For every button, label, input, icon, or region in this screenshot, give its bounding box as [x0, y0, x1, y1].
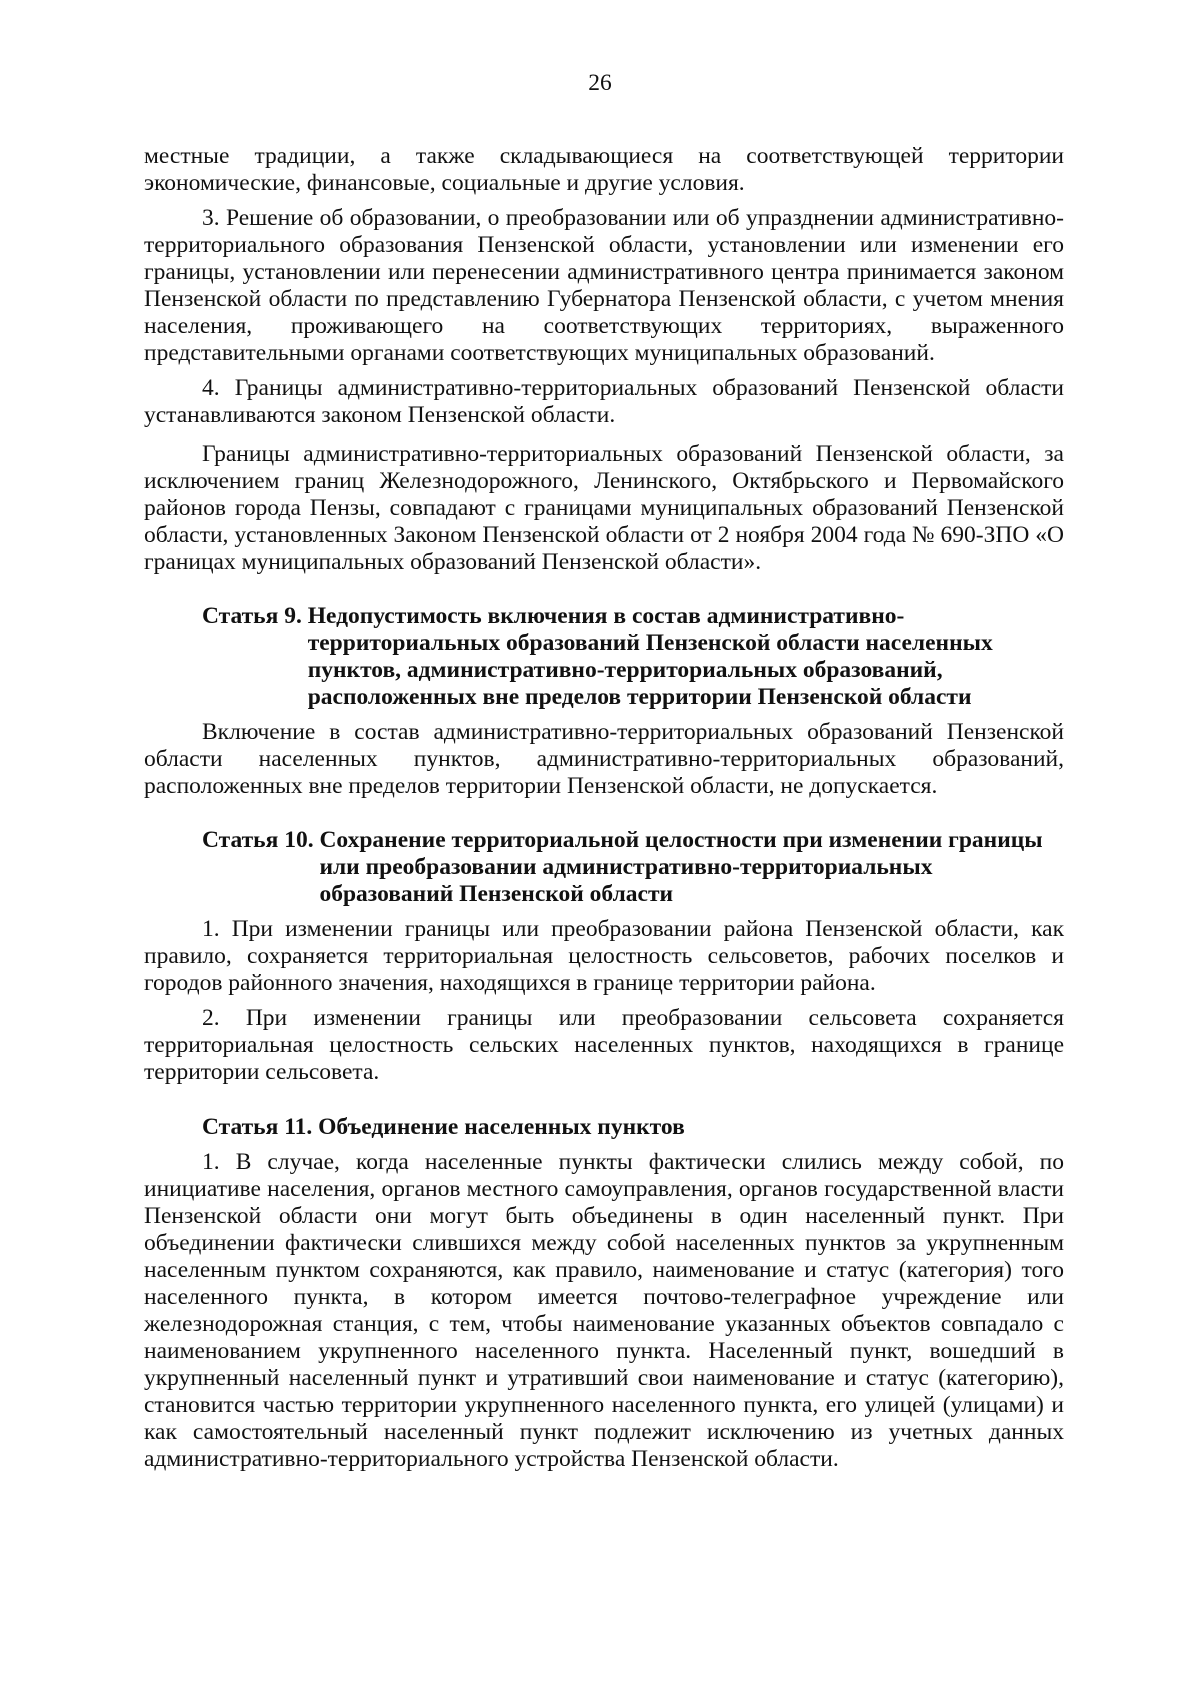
article-9-heading: [202, 603, 1064, 711]
paragraph-item-4: 4. Границы административно-территориальных образований Пензенской области устанавливаются законом Пензенской области.: [144, 375, 1064, 428]
article-11-paragraph-1: 1. В случае, когда населенные пункты фактически слились между собой, по инициативе населения, органов местного самоуправления, органов государственной власти Пензенской области они могут быть объединены в один населенный пункт. При объединении фактически слившихся между собой населенных пунктов за укрупненным населенным пунктом сохраняются, как правило, наименование и статус (категория) того населенного пункта, в котором имеется почтово-телеграфное учреждение или железнодорожная станция, с тем, чтобы наименование указанных объектов совпадало с наименованием укрупненного населенного пункта. Населенный пункт, вошедший в укрупненный населенный пункт и утративший свои наименование и статус (категорию), становится частью территории укрупненного населенного пункта, его улицей (улицами) и как самостоятельный населенный пункт подлежит исключению из учетных данных административно-территориального устройства Пензенской области.: [144, 1149, 1064, 1472]
article-10-paragraph-2: 2. При изменении границы или преобразовании сельсовета сохраняется территориальная целостность сельских населенных пунктов, находящихся в границе территории сельсовета.: [144, 1005, 1064, 1085]
article-11-title: Объединение населенных пунктов: [318, 1114, 685, 1140]
article-9-label: Статья 9.: [202, 603, 308, 629]
article-10-heading: [202, 827, 1064, 908]
article-11-label: Статья 11.: [202, 1114, 319, 1140]
article-9-title: Недопустимость включения в состав административно-территориальных образований Пензенской области населенных пунктов, административно-территориальных образований, расположенных вне пределов территории Пензенской области: [307, 603, 993, 710]
article-10-label: Статья 10.: [202, 827, 320, 853]
article-11-heading: [202, 1114, 1064, 1141]
paragraph-continuation: местные традиции, а также складывающиеся на соответствующей территории экономические, финансовые, социальные и другие условия.: [144, 143, 1064, 196]
paragraph-item-3: 3. Решение об образовании, о преобразовании или об упразднении административно-территориального образования Пензенской области, установлении или изменении его границы, установлении или перенесении административного центра принимается законом Пензенской области по представлению Губернатора Пензенской области, с учетом мнения населения, проживающего на соответствующих территориях, выраженного представительными органами соответствующих муниципальных образований.: [144, 205, 1064, 366]
article-10-title: Сохранение территориальной целостности при изменении границы или преобразовании административно-территориальных образований Пензенской области: [319, 827, 1043, 907]
article-10-paragraph-1: 1. При изменении границы или преобразовании района Пензенской области, как правило, сохраняется территориальная целостность сельсоветов, рабочих поселков и городов районного значения, находящихся в границе территории района.: [144, 916, 1064, 996]
paragraph-item-4-boundaries: Границы административно-территориальных образований Пензенской области, за исключением границ Железнодорожного, Ленинского, Октябрьского и Первомайского районов города Пензы, совпадают с границами муниципальных образований Пензенской области, установленных Законом Пензенской области от 2 ноября 2004 года № 690-ЗПО «О границах муниципальных образований Пензенской области».: [144, 441, 1064, 575]
document-body: [144, 143, 1064, 1473]
article-9-paragraph: Включение в состав административно-территориальных образований Пензенской области населенных пунктов, административно-территориальных образований, расположенных вне пределов территории Пензенской области, не допускается.: [144, 719, 1064, 799]
page-number: 26: [588, 70, 612, 96]
